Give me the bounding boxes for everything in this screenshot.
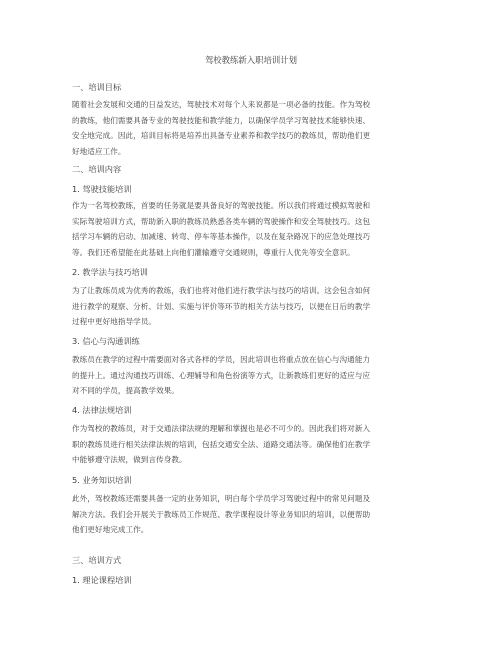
paragraph-teaching-methods xyxy=(72,283,432,330)
paragraph-driving-skills xyxy=(72,198,432,260)
paragraph-line: 对不同的学员，提高教学效果。 xyxy=(72,386,180,396)
section-heading-goal: 一、培训目标 xyxy=(72,82,122,92)
paragraph-line: 随着社会发展和交通的日益发达，驾驶技术对每个人来说都是一项必备的技能。作为驾校 xyxy=(72,100,371,109)
section-heading-method: 三、培训方式 xyxy=(72,555,122,565)
paragraph-line: 他们更好地完成工作。 xyxy=(72,525,149,535)
paragraph-communication xyxy=(72,352,432,399)
paragraph-line: 职的教练员进行相关法律法规的培训，包括交通安全法、道路交通法等。确保他们在教学 xyxy=(72,439,371,449)
paragraph-line: 的提升上。通过沟通技巧训练、心理辅导和角色扮演等方式，让新教练们更好的适应与应 xyxy=(72,370,371,380)
subheading-teaching-methods: 2. 教学法与技巧培训 xyxy=(72,267,148,277)
paragraph-line: 实际驾驶培训方式，帮助新入职的教练员熟悉各类车辆的驾驶操作和安全驾驶技巧。这包 xyxy=(72,216,371,226)
paragraph-laws xyxy=(72,421,432,468)
subheading-driving-skills: 1. 驾驶技能培训 xyxy=(72,184,132,194)
document-title: 驾校教练新入职培训计划 xyxy=(204,55,298,65)
paragraph-line: 作为一名驾校教练，首要的任务就是要具备良好的驾驶技能。所以我们将通过模拟驾驶和 xyxy=(72,201,371,210)
paragraph-line: 中能够遵守法规，做到言传身教。 xyxy=(72,455,187,465)
section-heading-content: 二、培训内容 xyxy=(72,164,122,174)
subheading-theory-course: 1. 理论课程培训 xyxy=(72,575,132,585)
subheading-business-knowledge: 5. 业务知识培训 xyxy=(72,475,132,485)
paragraph-line: 等。我们还希望能在此基础上向他们灌输遵守交通规则，尊重行人优先等安全意识。 xyxy=(72,247,355,257)
paragraph-line: 好地适应工作。 xyxy=(72,146,126,156)
paragraph-business-knowledge xyxy=(72,491,432,538)
paragraph-line: 进行教学的观察、分析、计划、实施与评价等环节的相关方法与技巧，以便在日后的教学 xyxy=(72,301,371,311)
paragraph-line: 教练员在教学的过程中需要面对各式各样的学员，因此培训也将重点放在信心与沟通能力 xyxy=(72,355,371,364)
paragraph-line: 括学习车辆的启动、加减速、转弯、停车等基本操作，以及在复杂路况下的应急处理技巧 xyxy=(72,232,371,242)
paragraph-line: 的教练，他们需要具备专业的驾驶技能和教学能力，以确保学员学习驾驶技术能够快速、 xyxy=(72,115,371,125)
paragraph-goal xyxy=(72,97,432,159)
subheading-laws: 4. 法律法规培训 xyxy=(72,405,132,415)
paragraph-line: 解决方法。我们会开展关于教练员工作规范、教学课程设计等业务知识的培训，以便帮助 xyxy=(72,509,371,519)
paragraph-line: 作为驾校的教练员，对于交通法律法规的理解和掌握也是必不可少的。因此我们将对新入 xyxy=(72,424,371,433)
paragraph-line: 为了让教练员成为优秀的教练，我们也将对他们进行教学法与技巧的培训。这会包含如何 xyxy=(72,286,371,295)
subheading-communication: 3. 信心与沟通训练 xyxy=(72,336,140,346)
paragraph-line: 安全地完成。因此，培训目标将是培养出具备专业素养和教学技巧的教练员，帮助他们更 xyxy=(72,131,371,141)
paragraph-line: 此外，驾校教练还需要具备一定的业务知识，明白每个学员学习驾驶过程中的常见问题及 xyxy=(72,494,371,503)
paragraph-line: 过程中更好地指导学员。 xyxy=(72,317,157,327)
